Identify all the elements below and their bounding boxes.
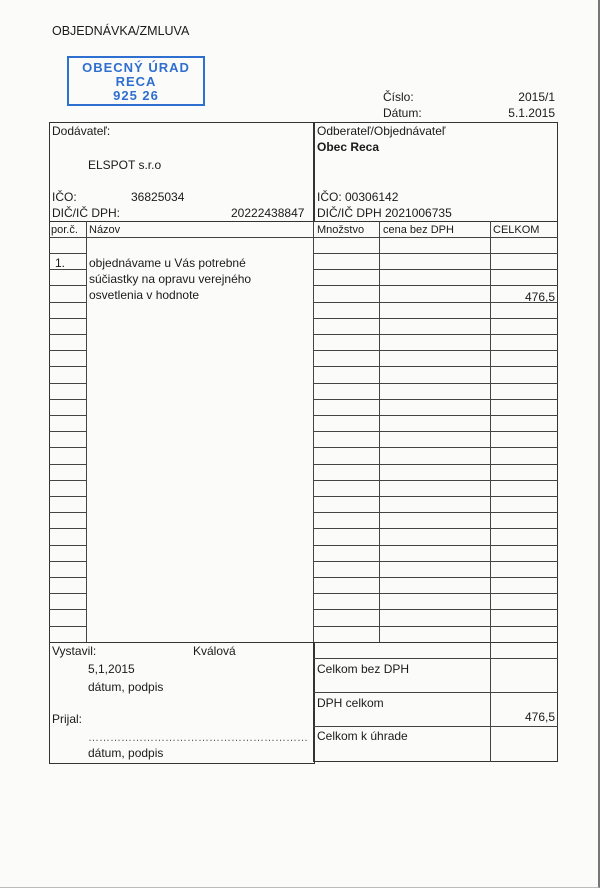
table-row-divider [49,366,86,367]
table-row-divider [313,269,558,270]
prijal-label: Prijal: [52,712,83,726]
table-row-divider [313,609,558,610]
table-row-divider [49,399,86,400]
table-row-divider [49,577,86,578]
item-description-line-3: osvetlenia v hodnote [89,288,200,302]
stamp-line-1: OBECNÝ ÚRAD [82,60,190,75]
table-row-divider [313,366,558,367]
table-row-divider [49,545,86,546]
vystavil-sign-caption: dátum, podpis [88,680,164,694]
table-row-divider [49,561,86,562]
customer-label: Odberateľ/Objednávateľ [317,124,446,138]
table-row-divider [49,593,86,594]
customer-name: Obec Reca [317,140,380,154]
office-stamp [67,56,205,106]
table-row-divider [313,383,558,384]
item-description-line-2: súčiastky na opravu verejného [89,272,252,286]
table-row-divider [49,609,86,610]
table-row-divider [49,528,86,529]
supplier-name: ELSPOT s.r.o [88,158,162,172]
table-row-divider [49,318,86,319]
document-title: OBJEDNÁVKA/ZMLUVA [52,24,190,38]
table-row-divider [313,285,558,286]
table-row-divider [313,415,558,416]
table-row-divider [313,528,558,529]
table-row-divider [313,480,558,481]
table-row-divider [49,626,86,627]
item-total: 476,5 [524,290,555,304]
table-column-divider [86,221,87,642]
table-row-divider [313,626,558,627]
table-row-divider [313,431,558,432]
stamp-line-2: RECA [115,74,157,89]
table-row-divider [313,464,558,465]
table-row-divider [49,431,86,432]
table-row-divider [313,496,558,497]
table-row-divider [313,318,558,319]
prijal-sign-caption: dátum, podpis [88,746,164,760]
table-row-divider [49,447,86,448]
table-row-divider [49,383,86,384]
datum-label: Dátum: [383,106,422,120]
vystavil-label: Vystavil: [52,644,97,658]
table-row-divider [49,253,86,254]
col-header-price: cena bez DPH [383,224,454,236]
customer-ico: IČO: 00306142 [317,190,399,204]
datum-value: 5.1.2015 [508,106,555,120]
row-number: 1. [55,256,66,270]
vystavil-date: 5,1,2015 [88,662,135,676]
table-row-divider [49,480,86,481]
col-header-total: CELKOM [493,224,540,236]
table-row-divider [313,561,558,562]
table-row-divider [49,334,86,335]
table-row-divider [313,512,558,513]
table-row-divider [313,399,558,400]
table-row-divider [313,447,558,448]
supplier-label: Dodávateľ: [52,124,111,138]
supplier-ico-label: IČO: [52,190,77,204]
table-header-divider [49,237,558,238]
stamp-line-3: 925 26 [113,88,159,103]
table-row-divider [49,302,86,303]
vat-label: DPH celkom [317,696,384,710]
table-row-divider [313,253,558,254]
col-header-number: por.č. [51,224,78,236]
table-row-divider [313,350,558,351]
col-header-name: Názov [89,224,121,236]
table-row-divider [49,512,86,513]
col-header-quantity: Množstvo [317,224,365,236]
customer-dic: DIČ/IČ DPH 2021006735 [317,206,452,220]
table-row-divider [313,593,558,594]
table-row-divider [49,464,86,465]
item-description-line-1: objednávame u Vás potrebné [89,256,246,270]
vystavil-name: Kválová [193,644,236,658]
grand-total-label: Celkom k úhrade [317,729,408,743]
table-row-divider [49,285,86,286]
subtotal-label: Celkom bez DPH [317,662,410,676]
table-row-divider [49,350,86,351]
cislo-value: 2015/1 [518,90,555,104]
supplier-dic-value: 20222438847 [231,206,305,220]
prijal-dotted-line: …………………………………………………… [88,732,308,744]
table-row-divider [49,415,86,416]
table-row-divider [313,545,558,546]
table-row-divider [313,334,558,335]
table-row-divider [49,496,86,497]
supplier-dic-label: DIČ/IČ DPH: [52,206,121,220]
cislo-label: Číslo: [383,90,414,104]
supplier-ico-value: 36825034 [131,190,185,204]
table-row-divider [313,577,558,578]
vat-value: 476,5 [524,710,555,724]
